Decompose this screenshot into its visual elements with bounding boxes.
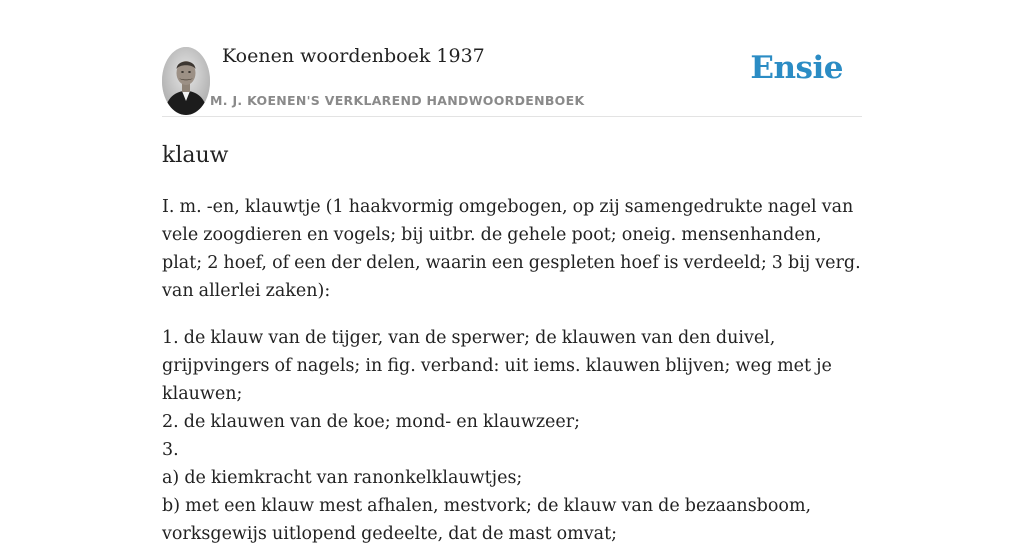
example-line: 1. de klauw van de tijger, van de sperwer; de klauwen van den duivel, grijpvingers of nagels; in fig. verband: uit iems. klauwen blijven; weg met je klauwen; — [162, 328, 832, 404]
ensie-logo-link[interactable]: Ensie — [750, 50, 843, 86]
author-portrait — [162, 47, 210, 115]
dictionary-title: Koenen woordenboek 1937 — [222, 45, 485, 67]
example-line: 3. — [162, 440, 179, 460]
example-line: a) de kiemkracht van ranonkelklauwtjes; — [162, 468, 523, 488]
example-line: 2. de klauwen van de koe; mond- en klauwzeer; — [162, 412, 581, 432]
entry-definition: I. m. -en, klauwtje (1 haakvormig omgebogen, op zij samengedrukte nagel van vele zoogdieren en vogels; bij uitbr. de gehele poot; oneig. mensenhanden, plat; 2 hoef, of een der delen, waarin een gespleten hoef is verdeeld; 3 bij verg. van allerlei zaken): — [162, 197, 861, 301]
page — [162, 0, 862, 548]
entry-examples — [162, 324, 862, 548]
dictionary-header — [162, 0, 862, 117]
entry-headword: klauw — [162, 143, 229, 168]
dictionary-subtitle: M. J. KOENEN'S VERKLAREND HANDWOORDENBOEK — [210, 93, 585, 108]
example-line: b) met een klauw mest afhalen, mestvork; de klauw van de bezaansboom, vorksgewijs uitlopend gedeelte, dat de mast omvat; — [162, 496, 812, 544]
author-portrait-image — [162, 47, 210, 115]
